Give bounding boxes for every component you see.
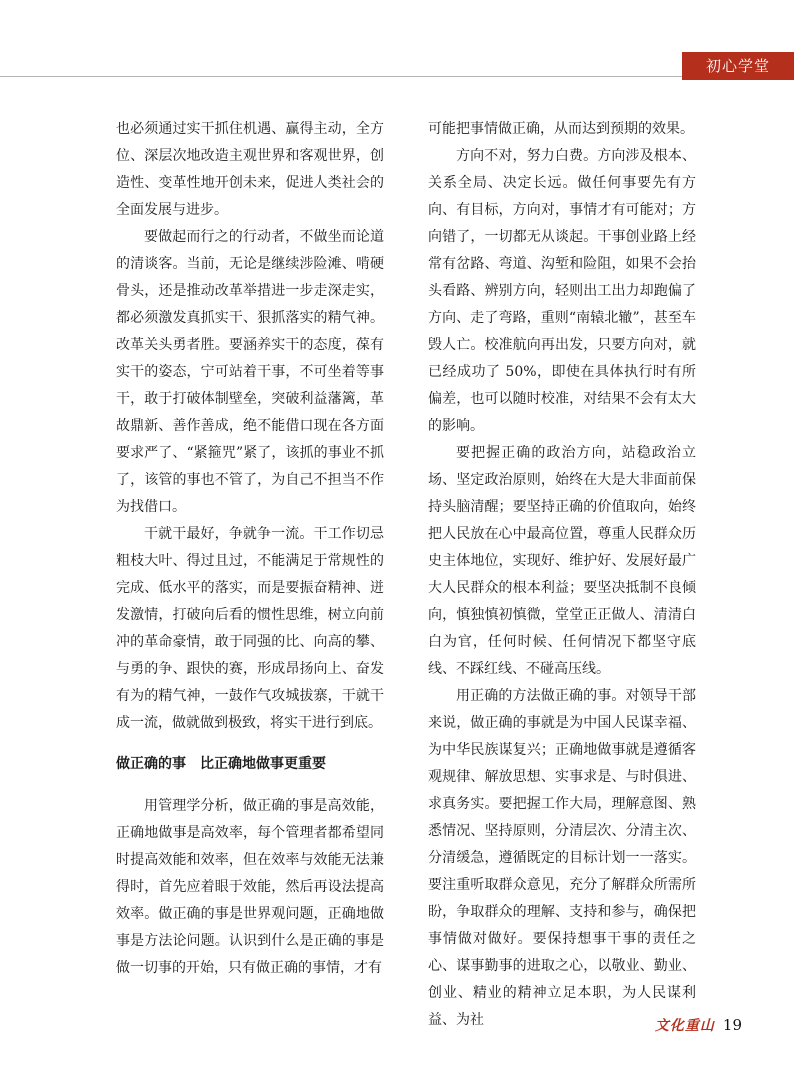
paragraph: 也必须通过实干抓住机遇、赢得主动，全方位、深层次地改造主观世界和客观世界，创造性、变革性地开创未来，促进人类社会的全面发展与进步。 — [116, 121, 384, 218]
paragraph: 干就干最好，争就争一流。干工作切忌粗枝大叶、得过且过，不能满足于常规性的完成、低水平的落实，而是要振奋精神、迸发激情，打破向后看的惯性思维，树立向前冲的革命豪情，敢于同强的比、向高的攀、与勇的争、跟快的赛，形成昂扬向上、奋发有为的精气神，一鼓作气攻城拔寨，干就干成一流，做就做到极致，将实干进行到底。 — [116, 526, 384, 731]
paragraph: 要把握正确的政治方向，站稳政治立场、坚定政治原则，始终在大是大非面前保持头脑清醒；要坚持正确的价值取向，始终把人民放在心中最高位置，尊重人民群众历史主体地位，实现好、维护好、发展好最广大人民群众的根本利益；要坚决抵制不良倾向，慎独慎初慎微，堂堂正正做人、清清白白为官，任何时候、任何情况下都坚守底线、不踩红线、不碰高压线。 — [428, 445, 696, 677]
section-tag: 初心学堂 — [682, 52, 794, 80]
paragraph: 用正确的方法做正确的事。对领导干部来说，做正确的事就是为中国人民谋幸福、为中华民族谋复兴；正确地做事就是遵循客观规律、解放思想、实事求是、与时俱进、求真务实。要把握工作大局，理解意图、熟悉情况、坚持原则，分清层次、分清主次、分清缓急，遵循既定的目标计划一一落实。要注重听取群众意见，充分了解群众所需所盼，争取群众的理解、支持和参与，确保把事情做对做好。要保持想事干事的责任之心、谋事勤事的进取之心，以敬业、勤业、创业、精业的精神立足本职，为人民谋利益、为社 — [428, 688, 696, 1028]
paragraph: 方向不对，努力白费。方向涉及根本、关系全局、决定长远。做任何事要先有方向、有目标，方向对，事情才有可能对；方向错了，一切都无从谈起。干事创业路上经常有岔路、弯道、沟堑和险阻，如果不会抬头看路、辨别方向，轻则出工出力却跑偏了方向、走了弯路，重则“南辕北辙”，甚至车毁人亡。校准航向再出发，只要方向对，就已经成功了 50%，即使在具体执行时有所偏差，也可以随时校准，对结果不会有太大的影响。 — [428, 148, 696, 434]
page-number: 19 — [722, 1016, 742, 1034]
magazine-logo: 文化重山 — [654, 1018, 715, 1034]
paragraph: 可能把事情做正确，从而达到预期的效果。 — [428, 121, 694, 137]
paragraph: 要做起而行之的行动者，不做坐而论道的清谈客。当前，无论是继续涉险滩、啃硬骨头，还是推动改革举措进一步走深走实，都必须激发真抓实干、狠抓落实的精气神。改革关头勇者胜。要涵养实干的态度，葆有实干的姿态，宁可站着干事，不可坐着等事干，敢于打破体制壁垒，突破利益藩篱，革故鼎新、善作善成，绝不能借口现在各方面要求严了、“紧箍咒”紧了，该抓的事业不抓了，该管的事也不管了，为自己不担当不作为找借口。 — [116, 229, 384, 515]
header-rule — [0, 76, 794, 77]
right-column — [428, 116, 696, 1034]
page-footer — [655, 1012, 742, 1038]
section-heading: 做正确的事 比正确地做事更重要 — [116, 756, 326, 772]
paragraph: 用管理学分析，做正确的事是高效能，正确地做事是高效率，每个管理者都希望同时提高效能和效率，但在效率与效能无法兼得时，首先应着眼于效能，然后再设法提高效率。做正确的事是世界观问题，正确地做事是方法论问题。认识到什么是正确的事是做一切事的开始，只有做正确的事情，才有 — [116, 798, 384, 976]
left-column — [116, 116, 384, 982]
